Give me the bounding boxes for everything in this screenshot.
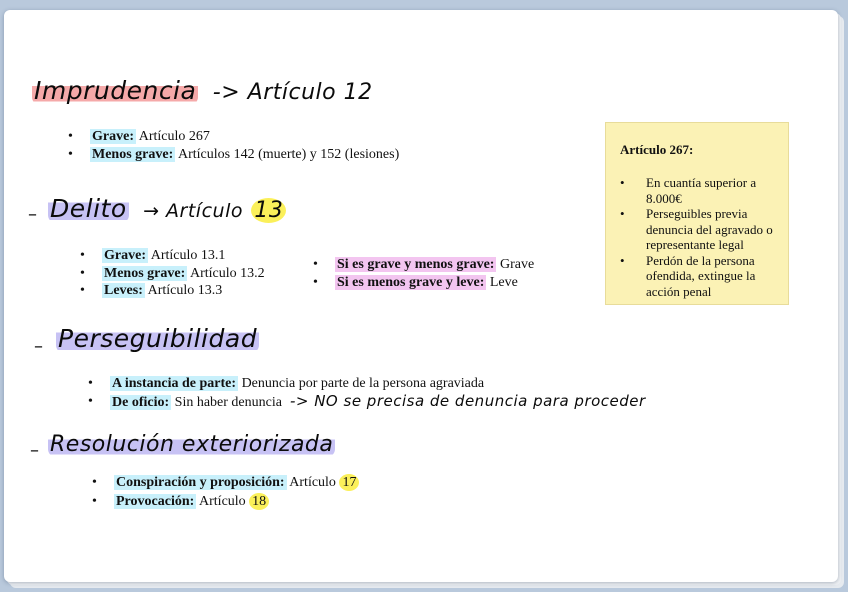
item-value: Artículo bbox=[289, 475, 336, 490]
heading-imprudencia bbox=[32, 76, 373, 105]
list-item bbox=[313, 274, 534, 292]
item-key: Leves: bbox=[104, 283, 143, 298]
item-value: Artículo 13.1 bbox=[150, 248, 226, 263]
item-number: 17 bbox=[339, 474, 359, 491]
heading-resolucion-text: Resolución exteriorizada bbox=[50, 432, 334, 457]
dash-delito: – bbox=[28, 204, 37, 225]
list-item bbox=[80, 247, 265, 265]
heading-delito-number: 13 bbox=[251, 198, 286, 223]
item-value: Artículos 142 (muerte) y 152 (lesiones) bbox=[178, 146, 400, 162]
item-value: Artículo 267 bbox=[138, 129, 210, 144]
heading-imprudencia-note: -> Artículo 12 bbox=[212, 80, 373, 105]
list-item: • Perdón de la persona ofendida, extingue la acción penal bbox=[620, 253, 778, 300]
list-item bbox=[88, 393, 646, 412]
note-page bbox=[4, 10, 838, 582]
delito-list bbox=[80, 247, 265, 300]
list-item bbox=[92, 492, 359, 511]
list-item: • Perseguibles previa denuncia del agravado o representante legal bbox=[620, 206, 778, 253]
delito-side-list bbox=[313, 256, 534, 291]
heading-imprudencia-text: Imprudencia bbox=[34, 76, 197, 105]
item-value: Artículo 13.3 bbox=[147, 283, 223, 298]
imprudencia-list bbox=[68, 128, 399, 163]
heading-delito-text: Delito bbox=[50, 194, 127, 223]
item-key: Si es grave y menos grave: bbox=[337, 257, 495, 272]
articulo-267-box bbox=[605, 122, 789, 305]
list-item: • En cuantía superior a 8.000€ bbox=[620, 175, 778, 206]
item-value: Artículo 13.2 bbox=[190, 265, 265, 281]
item-key: Grave: bbox=[104, 248, 146, 263]
heading-delito bbox=[48, 194, 286, 223]
heading-delito-note: → Artículo bbox=[143, 200, 243, 222]
item-key: Si es menos grave y leve: bbox=[337, 274, 485, 290]
item-number: 18 bbox=[249, 493, 269, 510]
list-item bbox=[80, 265, 265, 283]
list-item bbox=[88, 375, 646, 393]
list-item bbox=[68, 128, 399, 146]
item-key: Menos grave: bbox=[104, 265, 186, 281]
perseguibilidad-list bbox=[88, 375, 646, 411]
list-item bbox=[68, 146, 399, 164]
item-key: Menos grave: bbox=[92, 146, 174, 162]
item-value: Grave bbox=[499, 257, 535, 272]
item-key: De oficio: bbox=[112, 394, 170, 410]
heading-resolucion bbox=[48, 432, 335, 457]
item-value: Artículo bbox=[199, 494, 246, 509]
list-item bbox=[313, 256, 534, 274]
sidebox-title: Artículo 267: bbox=[620, 142, 694, 157]
item-value: Denuncia por parte de la persona agraviada bbox=[241, 376, 485, 391]
sidebox-list bbox=[620, 175, 778, 299]
handwritten-annotation: -> NO se precisa de denuncia para proceder bbox=[289, 391, 646, 410]
item-value: Sin haber denuncia bbox=[174, 394, 282, 410]
dash-perseguibilidad: – bbox=[34, 336, 43, 357]
list-item bbox=[80, 282, 265, 300]
item-value: Leve bbox=[489, 274, 518, 290]
dash-resolucion: – bbox=[30, 440, 39, 461]
item-key: A instancia de parte: bbox=[112, 376, 237, 391]
item-key: Grave: bbox=[92, 129, 134, 144]
item-key: Conspiración y proposición: bbox=[116, 475, 285, 490]
heading-perseguibilidad bbox=[56, 324, 259, 353]
resolucion-list bbox=[92, 473, 359, 511]
heading-perseguibilidad-text: Perseguibilidad bbox=[58, 324, 258, 353]
list-item bbox=[92, 473, 359, 492]
item-key: Provocación: bbox=[116, 494, 195, 509]
